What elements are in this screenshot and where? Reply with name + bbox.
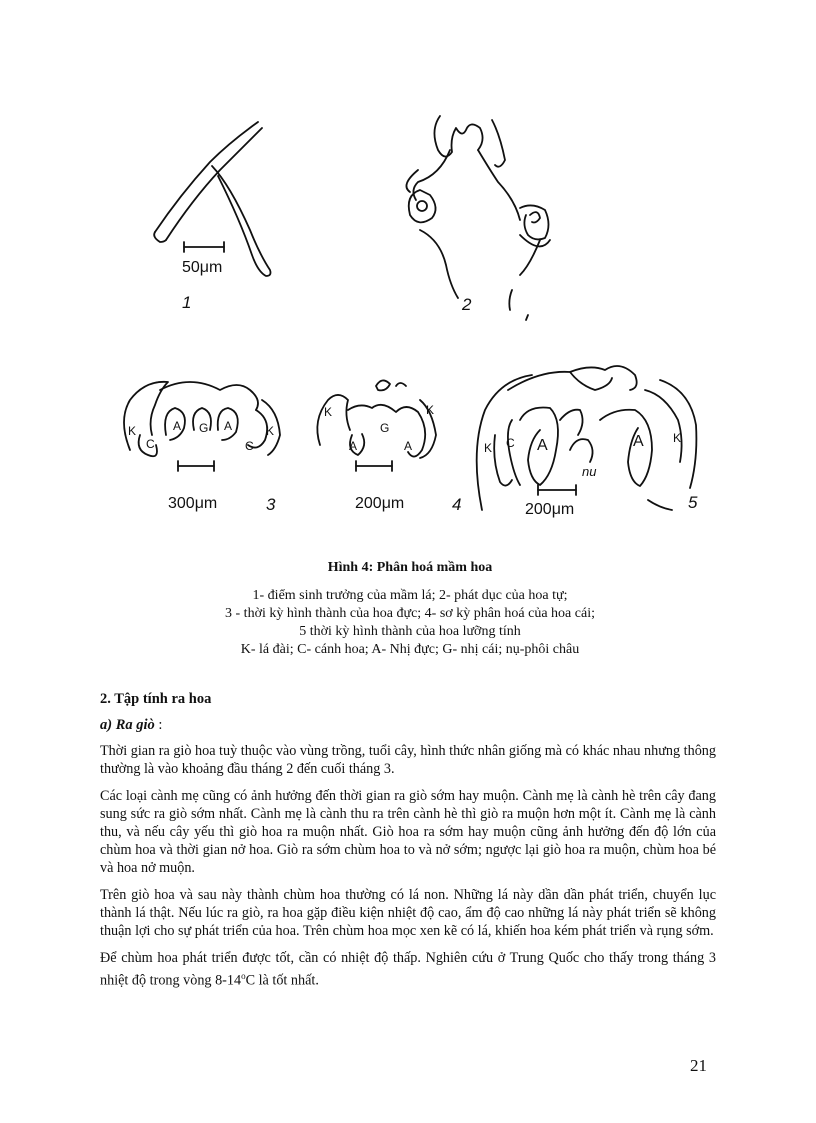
panel5-label-a-right: A [633, 433, 644, 450]
panel3-label-a-right: A [224, 419, 233, 433]
panel3-label-c-left: C [146, 437, 155, 451]
panel-number-1: 1 [182, 293, 192, 312]
subsection-heading-colon: : [154, 717, 163, 733]
figure-caption-title: Hình 4: Phân hoá mầm hoa [327, 560, 493, 575]
panel4-label-a-right: A [404, 439, 413, 453]
panel-1-drawing [154, 122, 270, 312]
panel-4-drawing [317, 380, 461, 514]
caption-line-3: 5 thời kỳ hình thành của hoa lưỡng tính [299, 624, 521, 639]
panel5-label-a-left: A [537, 437, 548, 454]
section-body [100, 690, 716, 999]
panel-number-3: 3 [266, 495, 276, 514]
panel3-label-g: G [199, 421, 209, 435]
scale-label-1: 50μm [182, 259, 223, 276]
panel4-label-g: G [380, 421, 390, 435]
panel-number-5: 5 [688, 493, 698, 512]
figure-caption-legend [100, 587, 720, 659]
degree-superscript: o [241, 971, 246, 981]
panel4-label-k-left: K [324, 405, 333, 419]
paragraph-4-tail: C là tốt nhất. [245, 972, 319, 989]
panel-number-4: 4 [452, 495, 462, 514]
caption-line-2: 3 - thời kỳ hình thành của hoa đực; 4- sơ kỳ phân hoá của hoa cái; [225, 606, 595, 621]
subsection-heading-text: a) Ra giò [100, 717, 155, 733]
paragraph-2: Các loại cành mẹ cũng có ảnh hưởng đến thời gian ra giò sớm hay muộn. Cành mẹ là cành hè trên cây đang sung sức ra giò sớm nhất. Cành mẹ là cành thu ra trên cành hè thì giò ra muộn hơn một ít. Cành mẹ là cành thu, và nếu cây yếu thì giò hoa ra muộn nhất. Giò hoa ra sớm hay muộn cũng ảnh hưởng đến độ lớn của chùm hoa và thời gian nở hoa. Giò ra sớm chùm hoa to và nở sớm; ngược lại giò hoa ra muộn, chùm hoa bé và hoa nở muộn. [100, 788, 716, 876]
panel-3-drawing [124, 382, 280, 514]
panel5-label-k-left: K [484, 441, 493, 455]
panel-number-2: 2 [462, 295, 472, 314]
scale-label-5: 200μm [525, 501, 575, 518]
section-heading: 2. Tập tính ra hoa [100, 691, 212, 707]
paragraph-3: Trên giò hoa và sau này thành chùm hoa thường có lá non. Những lá này dần dần phát triển, chuyển lục thành lá thật. Nếu lúc ra giò, ra hoa gặp điều kiện nhiệt độ cao, ẩm độ cao những lá này phát triển sẽ không thuận lợi cho sự phát triển của hoa. Trên chùm hoa mọc xen kẽ có lá, khiến hoa kém phát triển và rụng sớm. [100, 887, 716, 939]
scale-label-3: 300μm [168, 495, 218, 512]
caption-line-4: K- lá đài; C- cánh hoa; A- Nhị đực; G- nhị cái; nụ-phôi châu [240, 642, 580, 657]
paragraph-1: Thời gian ra giò hoa tuỳ thuộc vào vùng trồng, tuổi cây, hình thức nhân giống mà có khác nhau nhưng thông thường là vào khoảng đầu tháng 2 đến cuối tháng 3. [100, 743, 716, 777]
panel3-label-k-left: K [128, 424, 137, 438]
subsection-heading [100, 716, 716, 734]
flower-bud-differentiation-figure [100, 90, 720, 530]
panel3-label-c-right: C [245, 439, 254, 453]
panel5-label-c: C [506, 436, 515, 450]
panel3-label-a-left: A [173, 419, 182, 433]
panel-2-drawing [406, 116, 550, 320]
panel4-label-k-right: K [426, 403, 435, 417]
panel4-label-a-left: A [349, 439, 358, 453]
caption-line-1: 1- điểm sinh trưởng của mầm lá; 2- phát dục của hoa tự; [252, 588, 568, 603]
paragraph-4 [100, 949, 716, 990]
panel-5-drawing [477, 366, 698, 518]
panel3-label-k-right: K [266, 424, 275, 438]
page-number: 21 [690, 1056, 707, 1075]
panel5-label-nu: nu [582, 464, 597, 479]
scale-label-4: 200μm [355, 495, 405, 512]
paragraph-4-text: Để chùm hoa phát triển được tốt, cần có nhiệt độ thấp. Nghiên cứu ở Trung Quốc cho thấy trong tháng 3 nhiệt độ trong vòng 8-14 [100, 950, 716, 989]
panel5-label-k-right: K [673, 431, 682, 445]
